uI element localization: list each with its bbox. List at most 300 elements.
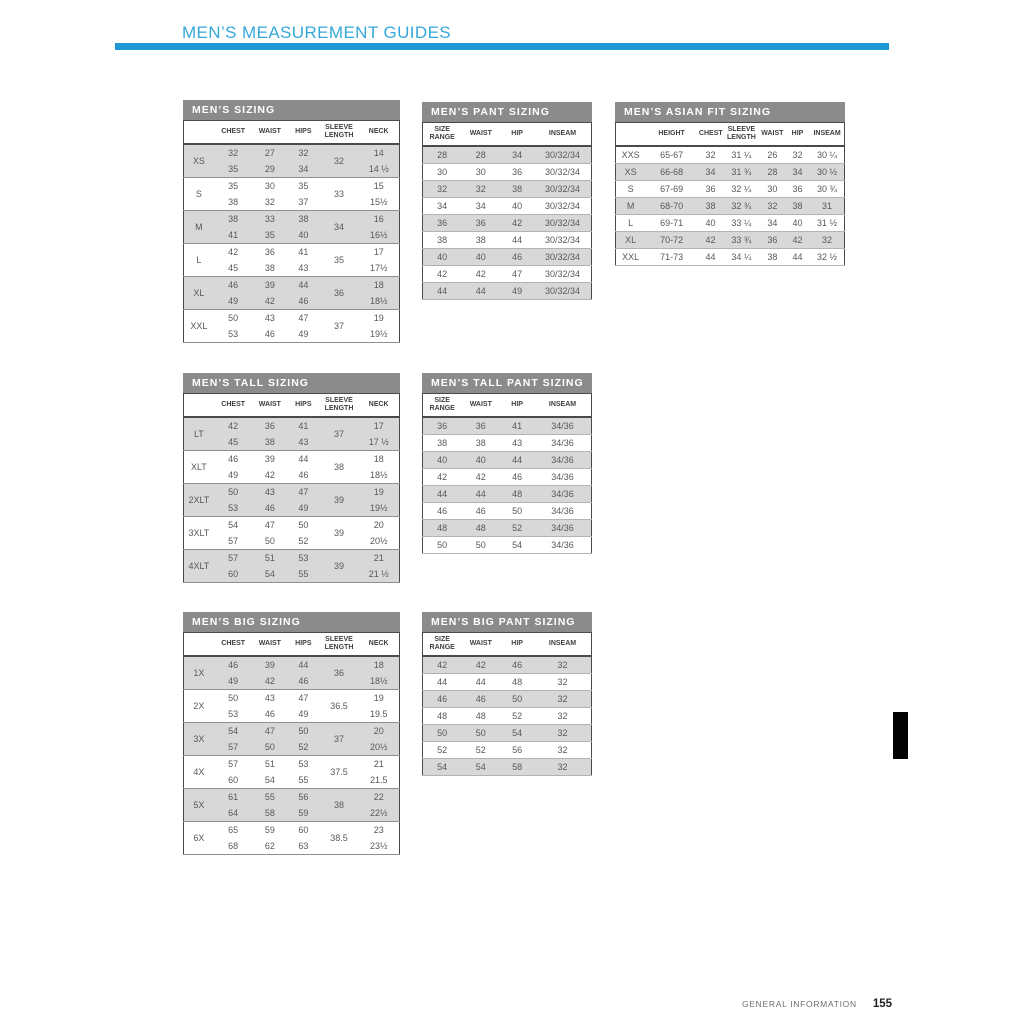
table-cell: 32 ¼ [731, 183, 752, 194]
table-cell: 32 [557, 744, 568, 755]
size-group [184, 690, 400, 723]
table-cell: 34 ¼ [731, 251, 752, 262]
table-cell: 50 [512, 505, 523, 516]
table-cell: 47 [264, 519, 275, 530]
table-cell: 41 [500, 417, 534, 435]
column-header: WAIST [461, 394, 500, 418]
table-row [423, 452, 592, 469]
size-group [184, 211, 400, 244]
table-cell: 47 [253, 723, 288, 740]
table-cell: 23½ [369, 840, 388, 851]
column-header: INSEAM [534, 394, 591, 418]
table-row [616, 198, 845, 215]
table-row [423, 123, 592, 147]
table-cell: 18 [373, 453, 384, 464]
table-row [184, 822, 400, 839]
column-header: SLEEVE LENGTH [320, 394, 359, 418]
table-cell: 46 [287, 293, 319, 310]
table-cell: 44 [500, 452, 534, 469]
table-mens-sizing [183, 100, 400, 343]
column-header: SIZE RANGE [423, 123, 462, 147]
table-cell: 57 [214, 550, 253, 567]
table-row [616, 232, 845, 249]
table-row [184, 417, 400, 434]
table-title: MEN’S SIZING [183, 100, 400, 120]
table-row [184, 805, 400, 822]
table-title: MEN’S ASIAN FIT SIZING [615, 102, 845, 122]
table-cell: 20½ [358, 739, 399, 756]
table-header-row [184, 394, 400, 418]
table-cell: 60 [298, 824, 309, 835]
table-cell: 42 [698, 232, 723, 249]
table-cell: 43 [264, 312, 275, 323]
table-cell: 59 [264, 824, 275, 835]
table-cell: 54 [500, 725, 534, 742]
table-title: MEN’S BIG PANT SIZING [422, 612, 592, 632]
column-header: WAIST [461, 123, 500, 147]
table-cell: 38 [698, 198, 723, 215]
table-cell: 46 [253, 500, 288, 517]
table-header-row [184, 633, 400, 657]
table-cell: 49 [214, 673, 253, 690]
table-cell: 33 ¾ [723, 232, 760, 249]
size-group [184, 789, 400, 822]
table-row [616, 249, 845, 266]
table-cell: 19 [358, 484, 399, 501]
table-cell: 45 [228, 262, 239, 273]
table-cell: 54 [214, 723, 253, 740]
table-row [423, 691, 592, 708]
table-cell: 32 [557, 710, 568, 721]
table-cell: 61 [214, 789, 253, 806]
column-header [184, 394, 214, 418]
table-cell: 43 [287, 434, 319, 451]
size-label-cell: S [195, 188, 202, 199]
table-cell: 53 [214, 500, 253, 517]
column-header: HIPS [287, 394, 319, 418]
table-cell: 50 [461, 725, 500, 742]
table-body [423, 146, 592, 300]
table-row [184, 673, 400, 690]
table-cell: 14 ½ [358, 161, 399, 178]
table-cell: 47 [287, 484, 319, 501]
table-cell: 49 [298, 708, 309, 719]
size-label-cell: 3X [184, 723, 214, 756]
table-cell: 34/36 [534, 486, 591, 503]
table-cell: 50 [475, 539, 486, 550]
column-header: HIPS [287, 121, 319, 145]
table-cell: 34 [475, 200, 486, 211]
table-cell: 60 [214, 566, 253, 583]
table-cell: 30/32/34 [534, 181, 591, 198]
size-group [184, 822, 400, 855]
table-row [423, 742, 592, 759]
table-cell: 57 [214, 739, 253, 756]
sleeve-length-cell: 39 [320, 550, 359, 583]
table-row [423, 486, 592, 503]
table-row [616, 123, 845, 147]
size-label-cell: 6X [193, 832, 205, 843]
table-cell: 46 [298, 469, 309, 480]
page-edge-tab-marker [893, 712, 908, 759]
column-header: SLEEVE LENGTH [723, 123, 760, 147]
table-cell: 47 [298, 692, 309, 703]
table-cell: 30 [475, 166, 486, 177]
table-cell: 50 [253, 739, 288, 756]
size-label-cell: 5X [184, 789, 214, 822]
table-cell: 18½ [358, 293, 399, 310]
footer-page-number: 155 [872, 998, 892, 1010]
table-cell: 56 [287, 789, 319, 806]
table-cell: 42 [214, 417, 253, 434]
table-cell: 18 [358, 277, 399, 294]
table-cell: 35 [214, 161, 253, 178]
sleeve-length-cell: 38 [333, 461, 344, 472]
size-group [184, 756, 400, 789]
table-cell: 44 [298, 453, 309, 464]
table-cell: 46 [437, 505, 448, 516]
table-cell: 46 [264, 328, 275, 339]
table-cell: 30/32/34 [544, 234, 581, 245]
sizing-table [183, 393, 400, 583]
sleeve-length-cell: 34 [320, 211, 359, 244]
table-row [184, 121, 400, 145]
table-cell: 19½ [358, 500, 399, 517]
table-cell: 44 [705, 251, 716, 262]
table-cell: 50 [423, 725, 462, 742]
table-cell: 19 [373, 692, 384, 703]
table-cell: 38 [767, 251, 778, 262]
table-cell: 42 [253, 673, 288, 690]
table-mens-tall-pant-sizing [422, 373, 592, 554]
table-cell: 38 [287, 211, 319, 228]
table-cell: M [616, 198, 646, 215]
size-label-cell: 4XLT [184, 550, 214, 583]
sizing-table [422, 122, 592, 300]
table-cell: 20 [358, 723, 399, 740]
table-cell: 34 [437, 200, 448, 211]
table-body [423, 656, 592, 776]
table-cell: 32 [534, 691, 591, 708]
column-header: HIP [500, 633, 534, 657]
table-cell: 32 [214, 144, 253, 161]
table-cell: 46 [461, 691, 500, 708]
table-cell: 17 ½ [358, 434, 399, 451]
table-row [423, 469, 592, 486]
column-header: WAIST [760, 123, 785, 147]
table-row [184, 789, 400, 806]
table-cell: 54 [423, 759, 462, 776]
table-cell: 52 [475, 744, 486, 755]
table-cell: 32 [534, 656, 591, 674]
table-row [423, 215, 592, 232]
table-cell: 30 [264, 180, 275, 191]
column-header: CHEST [214, 633, 253, 657]
table-cell: 35 [253, 227, 288, 244]
table-cell: 42 [461, 656, 500, 674]
table-cell: 21.5 [369, 774, 388, 785]
table-row [184, 178, 400, 195]
table-cell: 38 [437, 234, 448, 245]
table-cell: 34 [500, 146, 534, 164]
table-cell: S [627, 183, 634, 194]
table-cell: 32 [534, 725, 591, 742]
table-row [423, 656, 592, 674]
sleeve-length-cell: 37 [320, 417, 359, 451]
table-row [423, 503, 592, 520]
table-cell: XL [616, 232, 646, 249]
table-cell: 54 [512, 539, 523, 550]
table-cell: 48 [423, 520, 462, 537]
table-cell: 34/36 [534, 417, 591, 435]
table-row [184, 550, 400, 567]
table-cell: 50 [287, 723, 319, 740]
table-cell: L [628, 217, 634, 228]
table-cell: 18½ [369, 469, 388, 480]
table-cell: 50 [298, 519, 309, 530]
table-cell: 30 ½ [810, 164, 844, 181]
table-cell: 44 [423, 486, 462, 503]
sizing-table [615, 122, 845, 266]
sleeve-length-cell: 39 [320, 484, 359, 517]
table-cell: 52 [500, 520, 534, 537]
table-cell: XXS [621, 149, 640, 160]
table-cell: 44 [287, 277, 319, 294]
table-cell: 34 [698, 164, 723, 181]
table-row [184, 739, 400, 756]
column-header [184, 121, 214, 145]
column-header: NECK [358, 633, 399, 657]
table-cell: 33 ¼ [731, 217, 752, 228]
table-cell: 32 [705, 149, 716, 160]
table-cell: 46 [228, 453, 239, 464]
sizing-table [183, 632, 400, 855]
table-cell: 32 [534, 759, 591, 776]
table-cell: 48 [512, 676, 523, 687]
table-cell: 30 [767, 183, 778, 194]
table-cell: 34/36 [551, 437, 574, 448]
table-cell: 38 [253, 434, 288, 451]
table-body [616, 146, 845, 266]
footer-section-label: GENERAL INFORMATION [741, 999, 857, 1009]
table-cell: 46 [214, 656, 253, 673]
table-cell: 69-71 [660, 217, 684, 228]
size-label-cell: 2XLT [184, 484, 214, 517]
table-cell: 42 [475, 471, 486, 482]
size-group [184, 277, 400, 310]
table-cell: 56 [512, 744, 523, 755]
table-cell: 40 [705, 217, 716, 228]
table-cell: 22 [358, 789, 399, 806]
table-row [423, 266, 592, 283]
table-cell: 31 ½ [817, 217, 838, 228]
table-cell: 38 [437, 437, 448, 448]
table-row [423, 249, 592, 266]
table-cell: 34/36 [534, 452, 591, 469]
table-cell: 50 [228, 312, 239, 323]
table-cell: 36 [461, 215, 500, 232]
table-cell: 44 [461, 283, 500, 300]
size-label-cell: 3XLT [188, 527, 210, 538]
table-cell: 59 [287, 805, 319, 822]
table-cell: 28 [760, 164, 785, 181]
page-footer [742, 998, 892, 1010]
size-group [184, 723, 400, 756]
table-mens-pant-sizing [422, 102, 592, 300]
table-row [423, 164, 592, 181]
table-cell: 16 [358, 211, 399, 228]
table-title: MEN’S TALL SIZING [183, 373, 400, 393]
table-row [184, 434, 400, 451]
table-cell: 71-73 [660, 251, 684, 262]
table-cell: 54 [228, 519, 239, 530]
table-cell: 52 [437, 744, 448, 755]
table-cell: 40 [423, 249, 462, 266]
table-cell: 31 [810, 198, 844, 215]
size-group [184, 484, 400, 517]
table-cell: 29 [253, 161, 288, 178]
column-header: INSEAM [534, 633, 591, 657]
table-cell: 42 [253, 293, 288, 310]
table-mens-tall-sizing [183, 373, 400, 583]
table-cell: 48 [461, 520, 500, 537]
table-cell: 53 [287, 550, 319, 567]
table-cell: 70-72 [645, 232, 698, 249]
table-cell: 35 [298, 180, 309, 191]
table-cell: 17 [358, 417, 399, 434]
column-header: CHEST [698, 123, 723, 147]
table-cell: 41 [298, 246, 309, 257]
table-row [184, 144, 400, 161]
table-cell: 46 [500, 249, 534, 266]
table-cell: 43 [298, 262, 309, 273]
column-header: SIZE RANGE [423, 633, 462, 657]
table-cell: 40 [792, 217, 803, 228]
table-cell: 36 [760, 232, 785, 249]
table-cell: 32 ½ [817, 251, 838, 262]
sleeve-length-cell: 36 [320, 656, 359, 690]
table-cell: 38 [228, 196, 239, 207]
table-cell: 32 [461, 181, 500, 198]
table-row [184, 244, 400, 261]
table-cell: 30/32/34 [534, 283, 591, 300]
size-group [184, 451, 400, 484]
sleeve-length-cell: 37 [320, 723, 359, 756]
table-cell: 51 [253, 550, 288, 567]
table-cell: 30/32/34 [544, 166, 581, 177]
table-cell: 44 [461, 486, 500, 503]
table-cell: 31 ¾ [723, 164, 760, 181]
table-row [423, 394, 592, 418]
column-header: HIP [785, 123, 810, 147]
table-row [423, 633, 592, 657]
table-cell: 15 [373, 180, 384, 191]
table-cell: 57 [228, 535, 239, 546]
column-header: CHEST [214, 121, 253, 145]
table-cell: 46 [423, 691, 462, 708]
sleeve-length-cell: 38.5 [330, 832, 348, 843]
table-cell: 54 [253, 566, 288, 583]
table-cell: 50 [264, 535, 275, 546]
table-cell: 44 [287, 656, 319, 673]
table-cell: 36 [253, 417, 288, 434]
column-header: HEIGHT [645, 123, 698, 147]
sleeve-length-cell: 33 [333, 188, 344, 199]
sleeve-length-cell: 35 [333, 254, 344, 265]
table-row [423, 417, 592, 435]
table-cell: 38 [214, 211, 253, 228]
table-cell: 32 [760, 198, 785, 215]
table-cell: 30 ¾ [817, 183, 838, 194]
table-title: MEN’S TALL PANT SIZING [422, 373, 592, 393]
table-cell: 37 [298, 196, 309, 207]
sleeve-length-cell: 32 [320, 144, 359, 178]
table-cell: 30 [437, 166, 448, 177]
table-row [184, 227, 400, 244]
table-cell: 53 [228, 328, 239, 339]
table-cell: 34/36 [551, 505, 574, 516]
table-cell: 40 [461, 452, 500, 469]
table-row [184, 277, 400, 294]
table-title: MEN’S BIG SIZING [183, 612, 400, 632]
table-cell: 52 [512, 710, 523, 721]
size-label-cell: XXL [190, 320, 208, 331]
table-cell: 68-70 [645, 198, 698, 215]
table-cell: 30 ¼ [817, 149, 838, 160]
table-row [184, 533, 400, 550]
table-cell: 32 [287, 144, 319, 161]
table-cell: 32 [557, 676, 568, 687]
table-cell: 55 [253, 789, 288, 806]
table-cell: 36 [264, 246, 275, 257]
column-header: WAIST [253, 121, 288, 145]
size-label-cell: XL [184, 277, 214, 310]
table-cell: 60 [228, 774, 239, 785]
table-cell: 66-68 [645, 164, 698, 181]
table-cell: 49 [228, 469, 239, 480]
table-cell: 49 [287, 500, 319, 517]
page-title: MEN’S MEASUREMENT GUIDES [182, 23, 452, 43]
table-cell: 38 [475, 234, 486, 245]
table-cell: 42 [500, 215, 534, 232]
table-cell: 31 ¼ [731, 149, 752, 160]
table-cell: 34 [785, 164, 810, 181]
table-cell: 32 [792, 149, 803, 160]
table-row [616, 146, 845, 164]
table-row [616, 181, 845, 198]
table-cell: 18½ [358, 673, 399, 690]
table-cell: 53 [298, 758, 309, 769]
size-group [184, 656, 400, 690]
table-cell: 57 [228, 758, 239, 769]
table-row [423, 435, 592, 452]
table-cell: 49 [214, 293, 253, 310]
table-cell: 36 [512, 166, 523, 177]
table-header-row [184, 121, 400, 145]
size-label-cell: 2X [193, 700, 205, 711]
size-group [184, 517, 400, 550]
table-header-row [423, 123, 592, 147]
size-label-cell: XLT [190, 461, 207, 472]
sleeve-length-cell: 37 [333, 320, 344, 331]
table-body [423, 417, 592, 554]
table-cell: 43 [264, 692, 275, 703]
table-row [423, 537, 592, 554]
table-cell: 47 [298, 312, 309, 323]
column-header: NECK [358, 394, 399, 418]
table-row [184, 260, 400, 277]
table-row [184, 326, 400, 343]
